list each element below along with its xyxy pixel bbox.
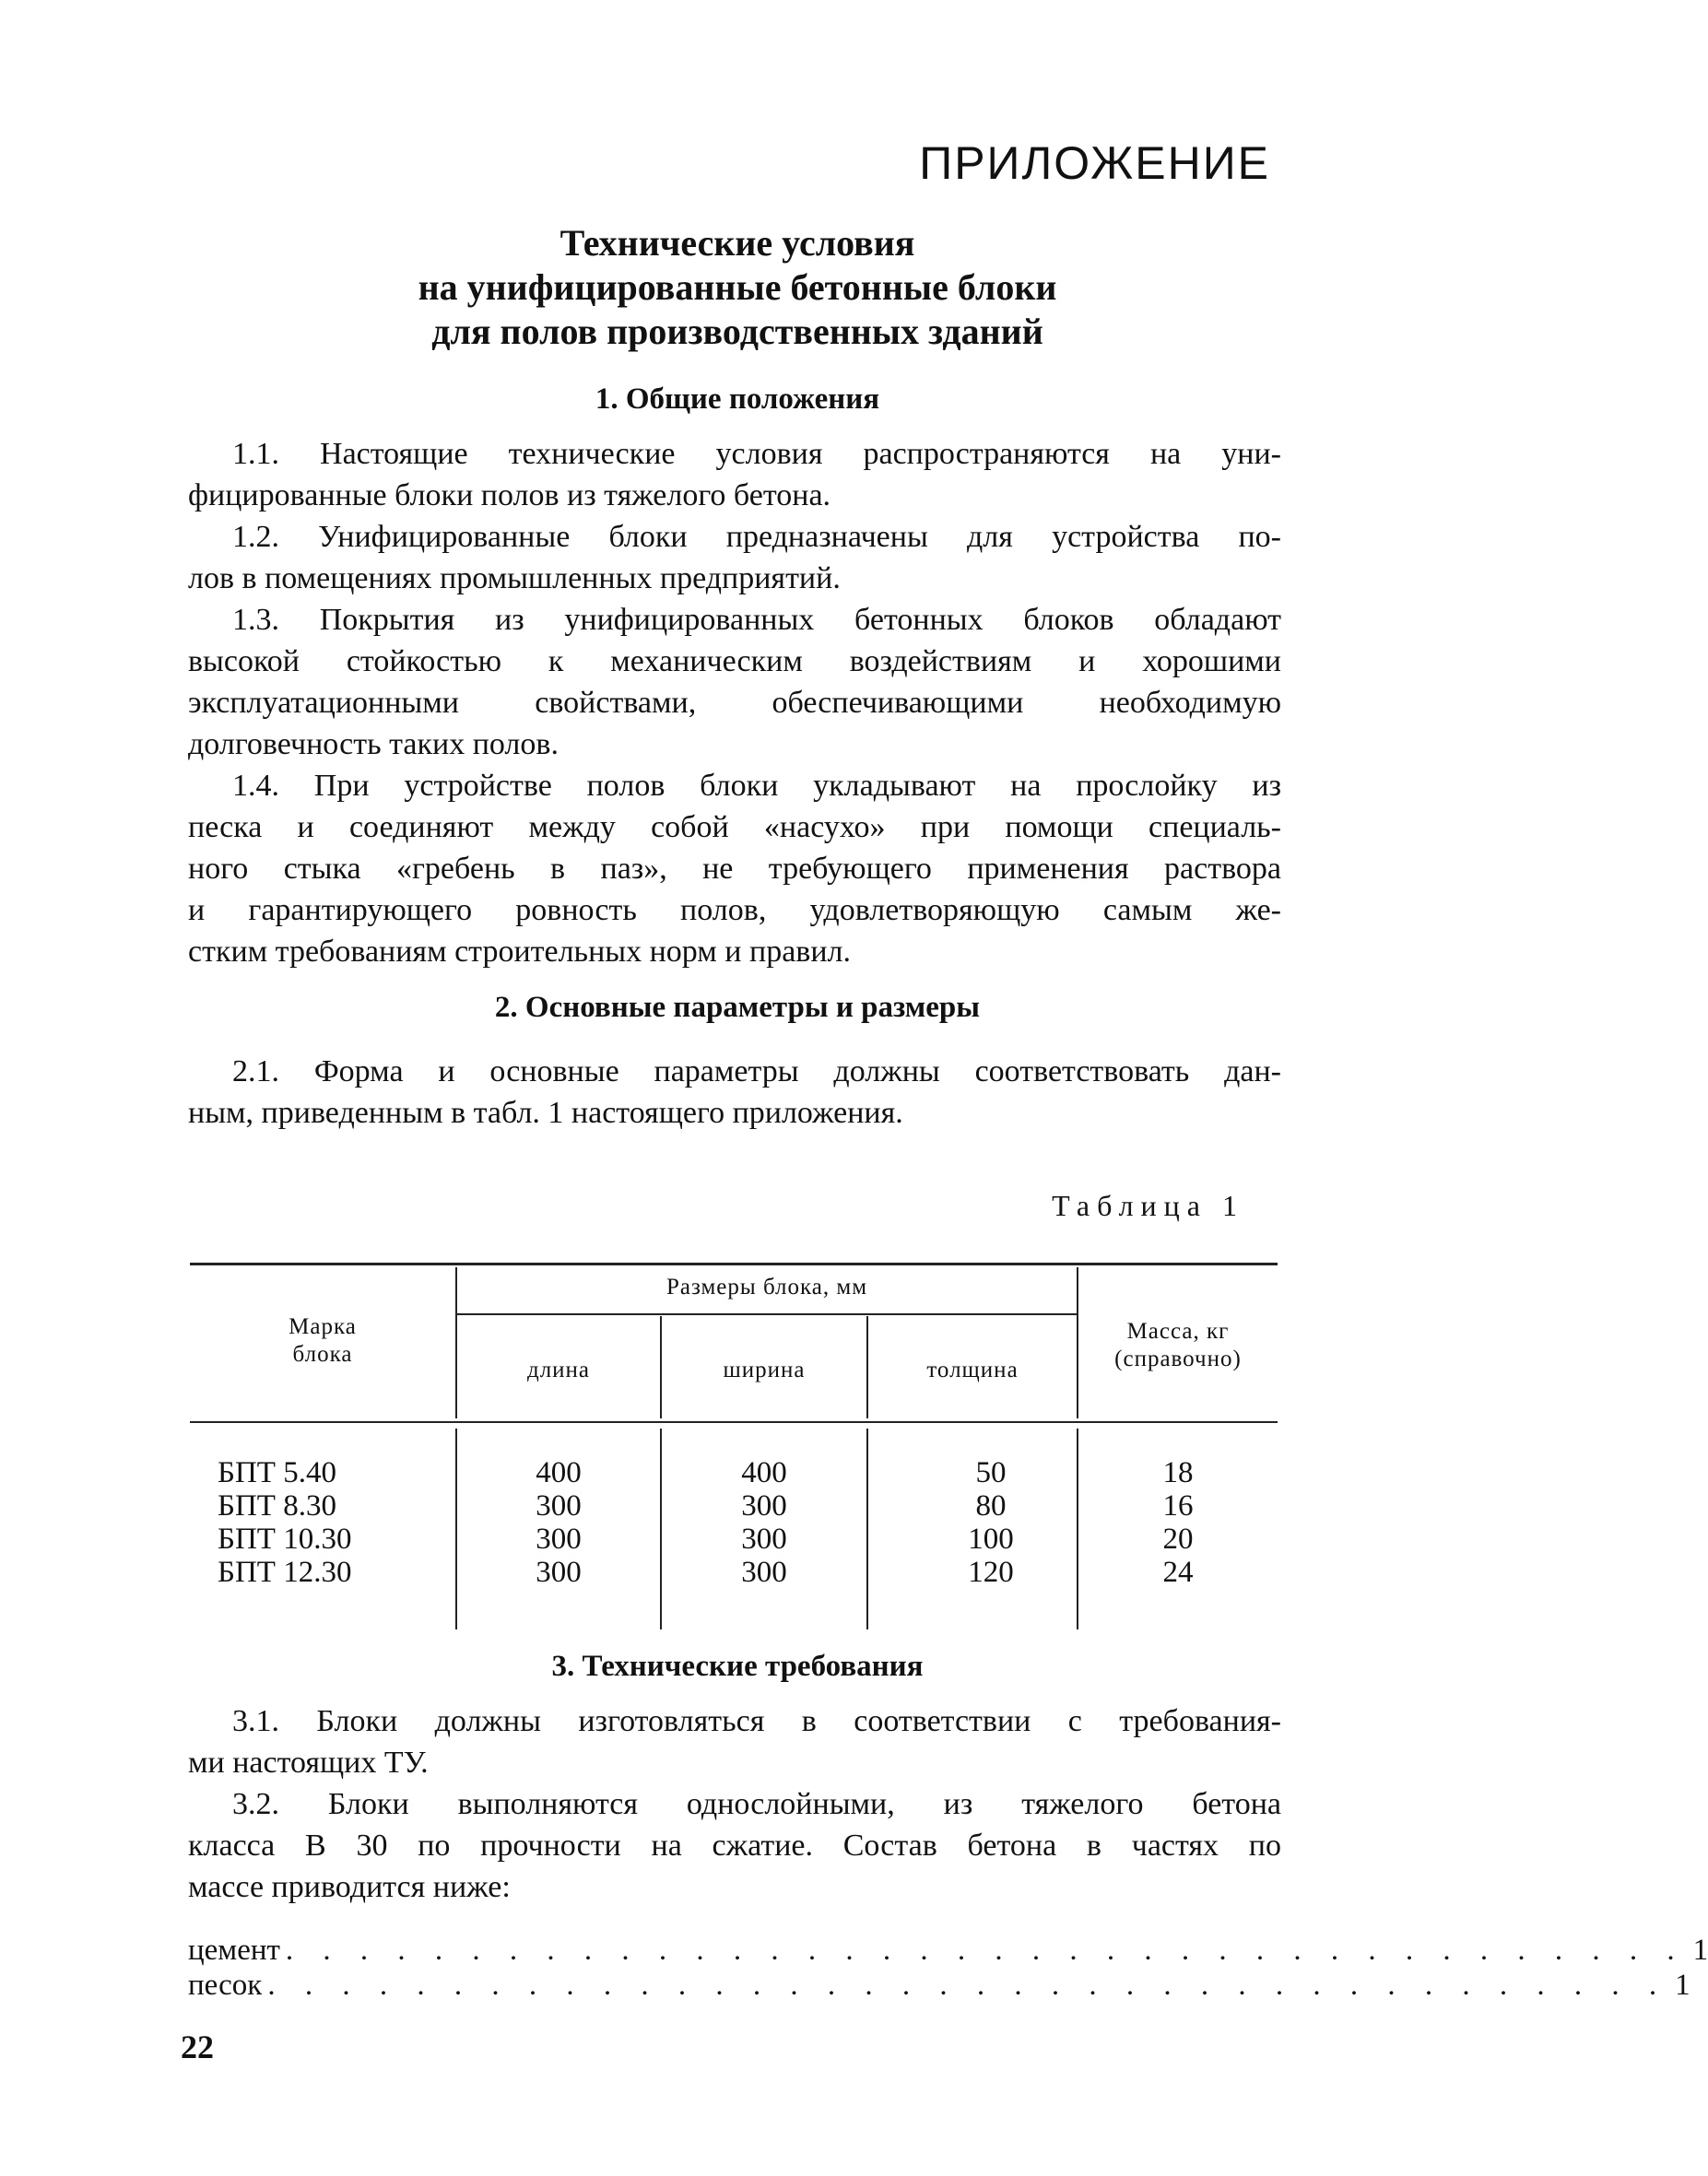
text-line: 2.1. Форма и основные параметры должны соответствовать дан- [232,1054,1281,1088]
cell-length: 300 [536,1523,582,1556]
header-sizes-group: Размеры блока, мм [666,1275,868,1300]
text-line: ми настоящих ТУ. [188,1746,429,1780]
document-title [184,221,1290,354]
text-line: ного стыка «гребень в паз», не требующего применения раствора [188,852,1281,886]
table-top-rule [190,1263,1278,1265]
leader-dots: . . . . . . . . . . . . . . . . . . . . . . . . . . . . . . . . . . . . . . [267,1969,1668,2002]
cell-length: 300 [536,1489,582,1523]
cell-length: 300 [536,1556,582,1589]
cell-thickness: 80 [975,1489,1007,1523]
page-number: 22 [181,2029,214,2065]
cell-mark: БПТ 10.30 [218,1523,352,1556]
composition-name: песок [188,1969,263,2002]
section-3-body [188,1700,1281,1908]
section-1-body [188,433,1281,972]
text-line: эксплуатационными свойствами, обеспечивающими необходимую [188,686,1281,720]
text-line: долговечность таких полов. [188,727,559,761]
text-line: 3.2. Блоки выполняются однослойными, из тяжелого бетона [232,1787,1281,1821]
section-2-heading: 2. Основные параметры и размеры [494,991,981,1024]
section-1-heading: 1. Общие положения [595,382,880,416]
header-mass-line: Масса, кг [1126,1319,1230,1344]
text-line: массе приводится ниже: [188,1870,511,1904]
text-line: высокой стойкостью к механическим воздействиям и хорошими [188,644,1281,678]
cell-mass: 16 [1162,1489,1194,1523]
header-mark-line: Марка [289,1314,357,1339]
composition-name: цемент [188,1934,280,1967]
cell-mark: БПТ 12.30 [218,1556,352,1589]
section-3-heading: 3. Технические требования [551,1650,924,1683]
cell-width: 400 [741,1456,787,1489]
section-2-body [188,1051,1281,1134]
appendix-label: ПРИЛОЖЕНИЕ [919,137,1270,189]
composition-value: 1 [1692,1934,1708,1967]
text-line: 1.4. При устройстве полов блоки укладывают на прослойку из [232,769,1281,803]
table-caption: Таблица 1 [1052,1189,1244,1222]
cell-mass: 20 [1162,1523,1194,1556]
table-group-rule [457,1313,1077,1315]
cell-width: 300 [741,1523,787,1556]
text-line: песка и соединяют между собой «насухо» при помощи специаль- [188,810,1281,844]
cell-mass: 24 [1162,1556,1194,1589]
cell-thickness: 50 [975,1456,1007,1489]
cell-mark: БПТ 5.40 [218,1456,336,1489]
header-thickness: толщина [926,1358,1019,1382]
header-width: ширина [723,1358,806,1382]
text-line: 1.2. Унифицированные блоки предназначены для устройства по- [232,520,1281,554]
header-mass-line: (справочно) [1114,1347,1242,1371]
header-mass [1078,1318,1278,1373]
blocks-table [190,1263,1278,1631]
leader-dots: . . . . . . . . . . . . . . . . . . . . . . . . . . . . . . . . . . . . . . [285,1934,1686,1967]
cell-mass: 18 [1162,1456,1194,1489]
text-line: 3.1. Блоки должны изготовляться в соответствии с требования- [232,1704,1281,1738]
cell-length: 400 [536,1456,582,1489]
text-line: 1.3. Покрытия из унифицированных бетонных блоков обладают [232,603,1281,637]
text-line: лов в помещениях промышленных предприятий. [188,561,841,595]
cell-width: 300 [741,1489,787,1523]
text-line: ным, приведенным в табл. 1 настоящего приложения. [188,1096,903,1130]
cell-width: 300 [741,1556,787,1589]
header-length: длина [526,1358,591,1382]
title-line: на унифицированные бетонные блоки [418,266,1057,308]
composition-value: 1 [1675,1969,1690,2002]
table-header-rule [190,1421,1278,1423]
composition-item [188,1931,1708,1970]
text-line: фицированные блоки полов из тяжелого бетона. [188,478,831,512]
title-line: Технические условия [560,222,915,264]
composition-item [188,1966,1690,2005]
title-line: для полов производственных зданий [431,311,1043,352]
header-mark-line: блока [292,1342,353,1367]
text-line: 1.1. Настоящие технические условия распространяются на уни- [232,437,1281,471]
header-mark [190,1313,455,1369]
cell-thickness: 100 [968,1523,1014,1556]
cell-mark: БПТ 8.30 [218,1489,336,1523]
cell-thickness: 120 [968,1556,1014,1589]
text-line: класса В 30 по прочности на сжатие. Состав бетона в частях по [188,1829,1281,1863]
text-line: и гарантирующего ровность полов, удовлетворяющую самым же- [188,893,1281,927]
text-line: стким требованиям строительных норм и правил. [188,935,851,969]
